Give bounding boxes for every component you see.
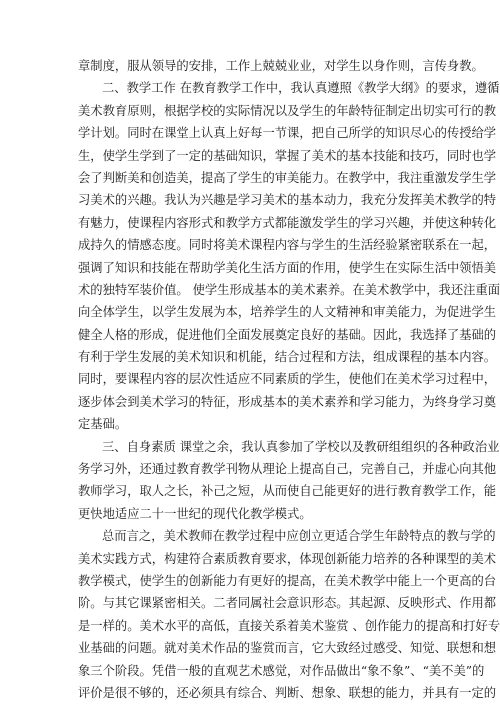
- text-line: 教学模式，使学生的创新能力有更好的提高，在美术教学中能上一个更高的台: [78, 573, 497, 588]
- text-line: 美术实践方式，构建符合素质教育要求，体现创新能力培养的各种课型的美术: [78, 551, 497, 566]
- text-line: 有利于学生发展的美术知识和机能，结合过程和方法，组成课程的基本内容。: [78, 350, 497, 365]
- text-line: 象三个阶段。凭借一般的直观艺术感觉，对作品做出“象不象”、“美不美”的: [78, 663, 485, 678]
- text-line: 更快地适应二十一世纪的现代化教学模式。: [78, 506, 312, 521]
- text-line: 有魅力，使课程内容形式和教学方式都能激发学生的学习兴趣，并使这种转化: [78, 215, 497, 230]
- text-line: 业基础的问题。就对美术作品的鉴赏而言，它大致经过感受、知觉、联想和想: [78, 641, 497, 656]
- text-line: 同时，要课程内容的层次性适应不同素质的学生，使他们在美术学习过程中，: [78, 372, 497, 387]
- text-line: 总而言之，美术教师在教学过程中应创立更适合学生年龄特点的教与学的: [102, 529, 496, 544]
- text-line: 务学习外，还通过教育教学刊物从理论上提高自己，完善自己，并虚心向其他: [78, 462, 497, 477]
- text-line: 向全体学生，以学生发展为本，培养学生的人文精神和审美能力，为促进学生: [78, 305, 497, 320]
- text-line: 二、教学工作 在教育教学工作中，我认真遵照《教学大纲》的要求，遵循: [102, 81, 500, 96]
- text-line: 章制度，服从领导的安排，工作上兢兢业业，对学生以身作则，言传身教。: [78, 59, 484, 73]
- text-line: 生，使学生学到了一定的基础知识，掌握了美术的基本技能和技巧，同时也学: [78, 148, 497, 163]
- text-line: 是一样的。美术水平的高低，直接关系着美术鉴赏 、创作能力的提高和打好专: [78, 618, 500, 633]
- text-line: 逐步体会到美术学习的特征，形成基本的美术素养和学习能力，为终身学习奠: [78, 394, 497, 409]
- text-line: 会了判断美和创造美，提高了学生的审美能力。在教学中，我注重激发学生学: [78, 170, 497, 185]
- paragraph-teaching-work: [78, 77, 500, 435]
- text-line: 术的独特军装价值。 使学生形成基本的美术素养。在美术教学中，我还注重面: [78, 282, 500, 297]
- paragraph-self-quality: [78, 436, 500, 526]
- text-line: 成持久的情感态度。同时将美术课程内容与学生的生活经验紧密联系在一起，: [78, 238, 497, 253]
- text-line: 习美术的兴趣。我认为兴趣是学习美术的基本动力，我充分发挥美术教学的特: [78, 193, 497, 208]
- text-line: 评价是很不够的，还必须具有综合、判断、想象、联想的能力，并具有一定的: [78, 685, 497, 700]
- document-page: [78, 55, 500, 704]
- text-line: 教师学习，取人之长，补己之短，从而使自己能更好的进行教育教学工作，能: [78, 484, 497, 499]
- text-line: 阶。与其它课紧密相关。二者同属社会意识形态。其起源、反映形式、作用都: [78, 596, 497, 611]
- text-line: 三、自身素质 课堂之余，我认真参加了学校以及教研组组织的各种政治业: [102, 439, 500, 454]
- paragraph-summary: [78, 525, 500, 704]
- paragraph-intro-tail: [78, 55, 484, 77]
- text-line: 学计划。同时在课堂上认真上好每一节课，把自己所学的知识尽心的传授给学: [78, 126, 497, 141]
- text-line: 强调了知识和技能在帮助学美化生活方面的作用，使学生在实际生活中领悟美: [78, 260, 497, 275]
- text-line: 定基础。: [78, 417, 128, 432]
- text-line: 美术教育原则，根据学校的实际情况以及学生的年龄特征制定出切实可行的教: [78, 103, 497, 118]
- text-line: 健全人格的形成，促进他们全面发展奠定良好的基础。因此，我选择了基础的: [78, 327, 497, 342]
